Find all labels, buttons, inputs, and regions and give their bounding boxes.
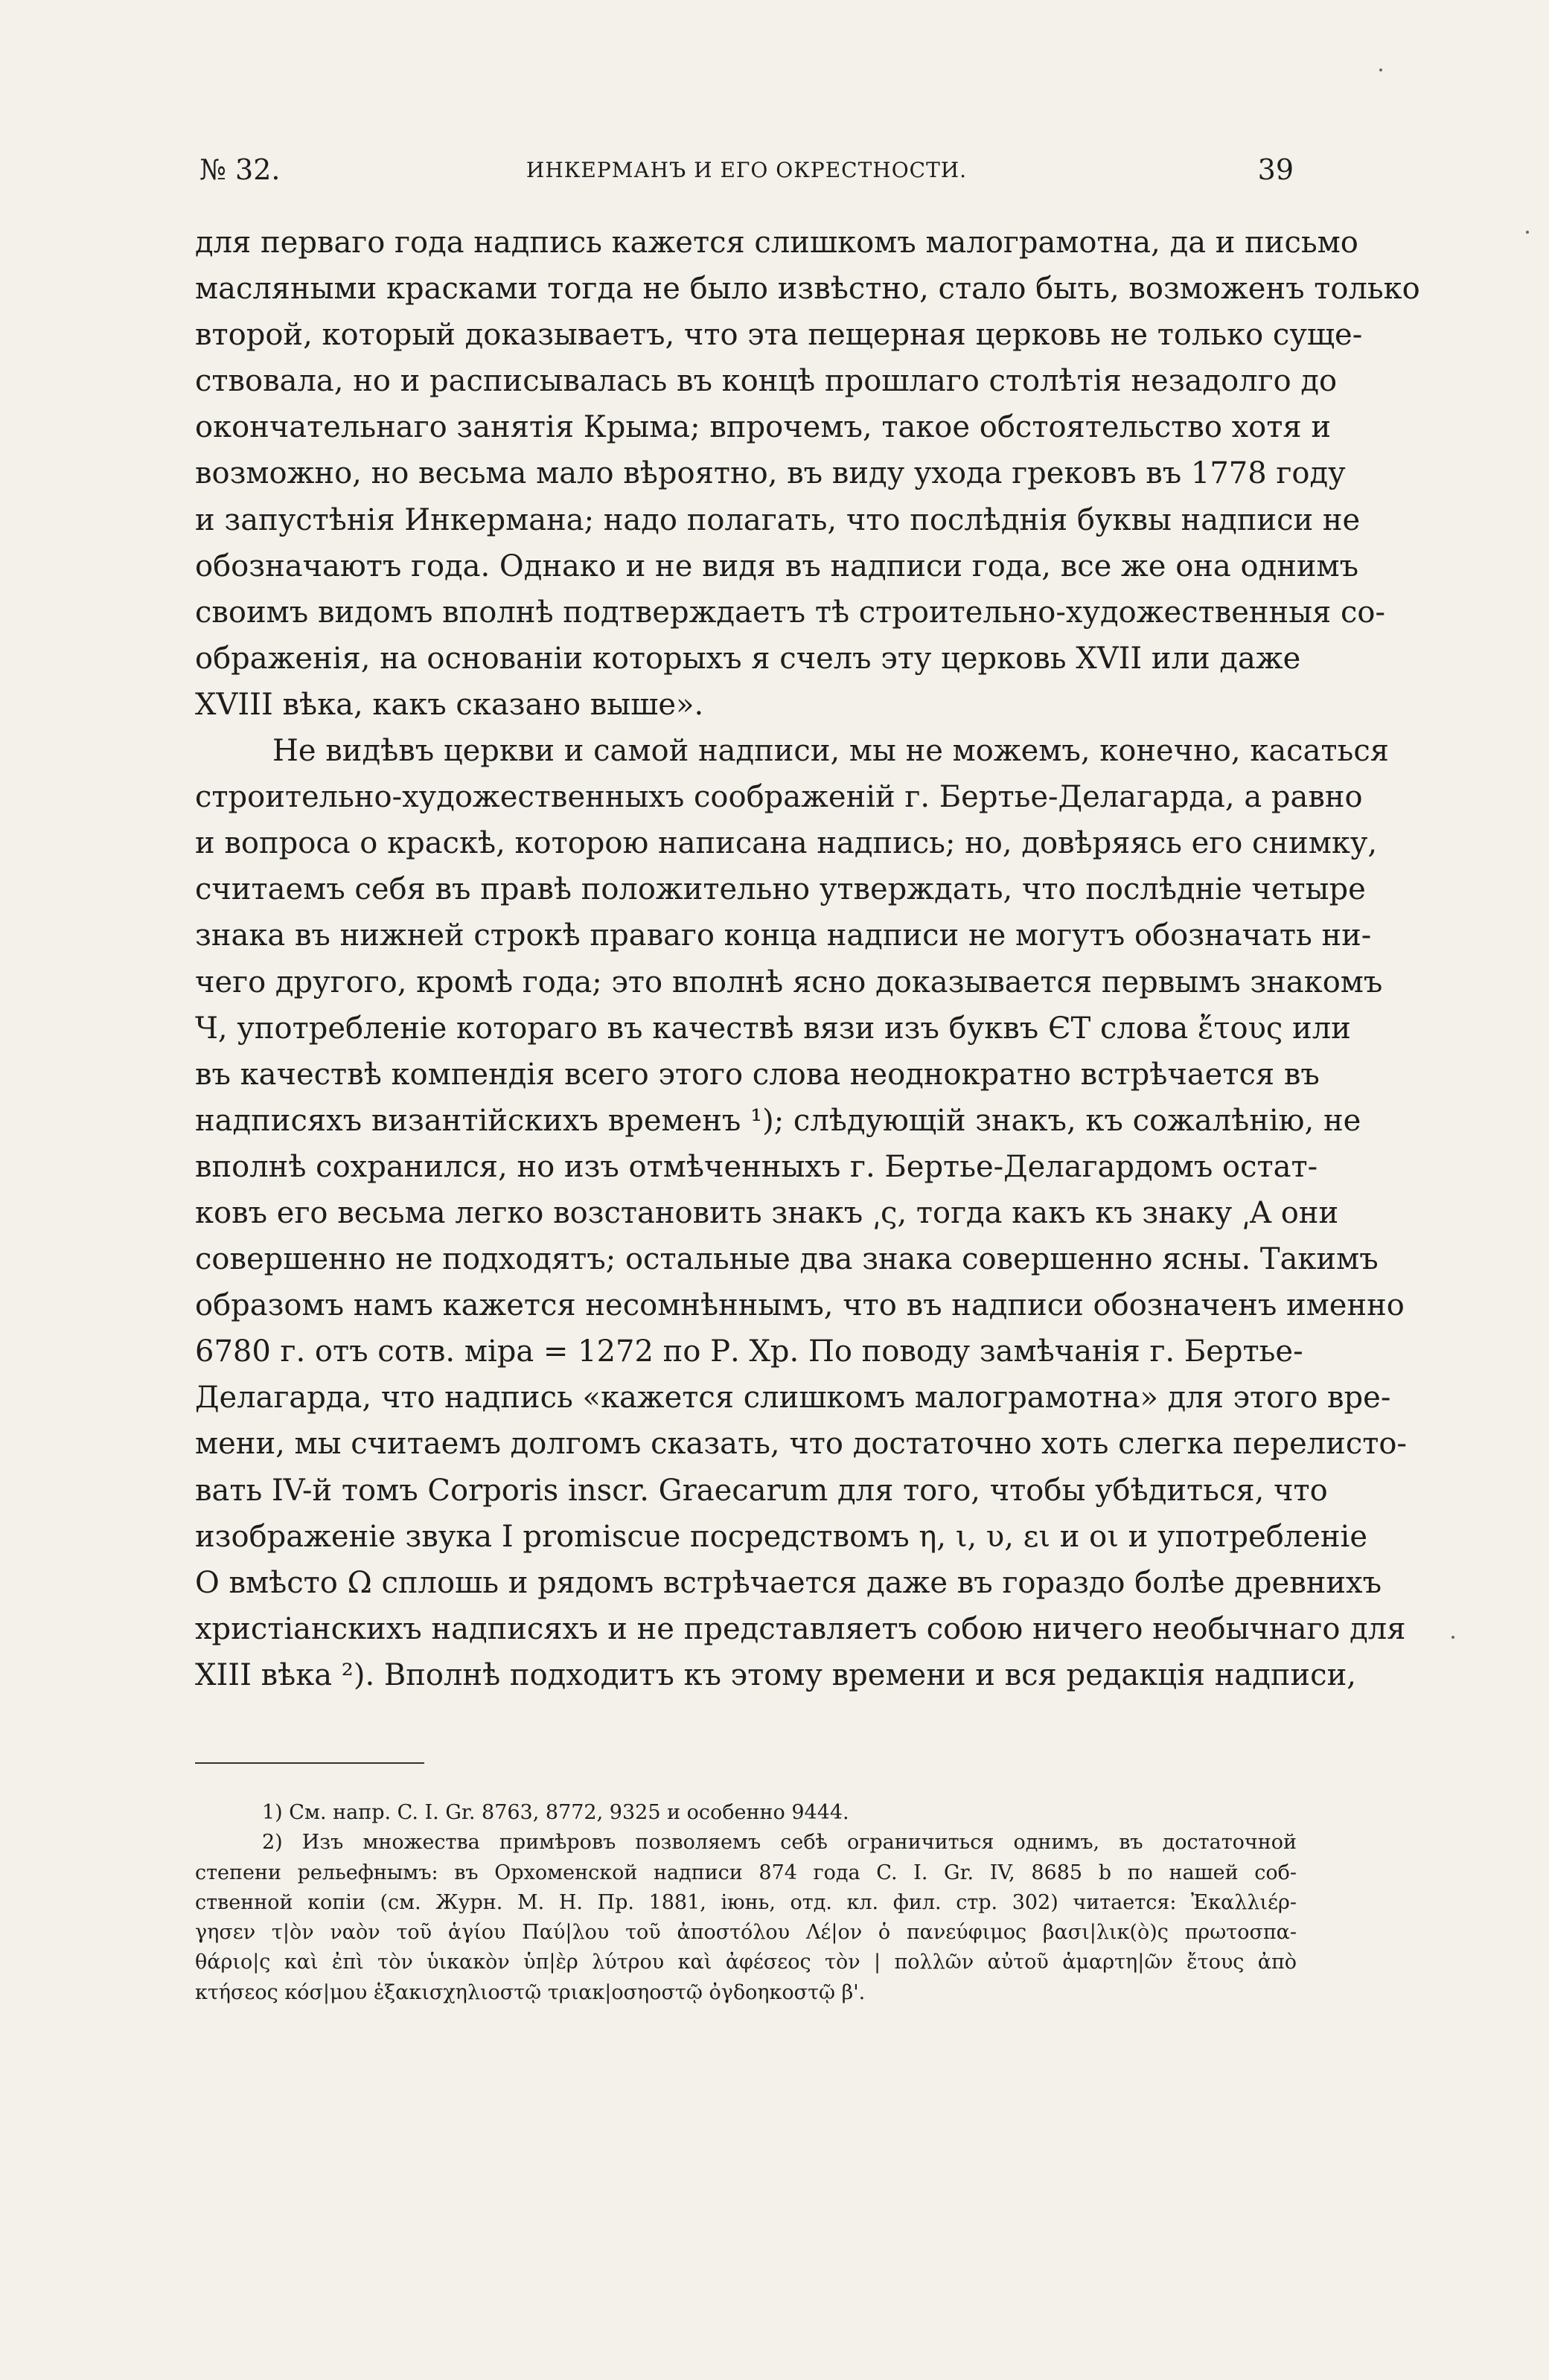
- text-line: ображенія, на основаніи которыхъ я счелъ эту церковь XVII или даже: [195, 641, 1301, 676]
- footnote-divider: [195, 1762, 424, 1764]
- text-line: и запустѣнія Инкермана; надо полагать, что послѣднія буквы надписи не: [195, 502, 1361, 537]
- text-line: О вмѣсто Ω сплошь и рядомъ встрѣчается даже въ гораздо болѣе древнихъ: [195, 1565, 1382, 1600]
- footnote-2-line: γησεν τ|ὸν ναὸν τοῦ ἁγίου Παύ|λου τοῦ ἀποστόλου Λέ|ον ὁ πανεύφιμος βασι|λικ(ὸ)ς πρωτοσπα-: [195, 1921, 1297, 1945]
- page-number: 39: [1257, 153, 1294, 186]
- text-line: вать IV-й томъ Corporis inscr. Graecarum для того, чтобы убѣдиться, что: [195, 1473, 1328, 1508]
- text-line: строительно-художественныхъ соображеній г. Бертье-Делагарда, а равно: [195, 780, 1363, 815]
- text-line: обозначаютъ года. Однако и не видя въ надписи года, все же она однимъ: [195, 548, 1359, 583]
- text-line: XVIII вѣка, какъ сказано выше».: [195, 687, 704, 722]
- text-line: чего другого, кромѣ года; это вполнѣ ясно доказывается первымъ знакомъ: [195, 965, 1383, 999]
- footnote-2-line: степени рельефнымъ: въ Орхоменской надписи 874 года C. I. Gr. IV, 8685 b по нашей соб-: [195, 1861, 1297, 1884]
- text-line: и вопроса о краскѣ, которою написана надпись; но, довѣряясь его снимку,: [195, 826, 1378, 861]
- footnote-2-line: κτήσεος κόσ|μου ἑξακισχηλιοστῷ τριακ|οσηοστῷ ὀγδοηκοστῷ β'.: [195, 1980, 866, 2004]
- text-line: въ качествѣ компендія всего этого слова неоднократно встрѣчается въ: [195, 1057, 1320, 1092]
- text-line: ковъ его весьма легко возстановить знакъ ͵ς, тогда какъ къ знаку ͵Α они: [195, 1195, 1339, 1230]
- text-line: образомъ намъ кажется несомнѣннымъ, что въ надписи обозначенъ именно: [195, 1288, 1405, 1323]
- running-title: ИНКЕРМАНЪ И ЕГО ОКРЕСТНОСТИ.: [526, 158, 968, 182]
- text-line: христіанскихъ надписяхъ и не представляетъ собою ничего необычнаго для: [195, 1611, 1406, 1646]
- paper-speck: [1379, 68, 1382, 71]
- text-line: мени, мы считаемъ долгомъ сказать, что достаточно хоть слегка перелисто-: [195, 1427, 1407, 1462]
- issue-number: № 32.: [199, 153, 281, 186]
- text-line: знака въ нижней строкѣ праваго конца надписи не могутъ обозначать ни-: [195, 918, 1372, 953]
- text-line: своимъ видомъ вполнѣ подтверждаетъ тѣ строительно-художественныя со-: [195, 595, 1386, 630]
- running-header: [199, 153, 1294, 198]
- text-line: вполнѣ сохранился, но изъ отмѣченныхъ г. Бертье-Делагардомъ остат-: [195, 1149, 1318, 1184]
- footnote-2-line: θάριο|ς καὶ ἐπὶ τὸν ὑικακὸν ὑπ|ὲρ λύτρου καὶ ἀφέσεος τὸν | πολλῶν αὐτοῦ ἁμαρτη|ῶν ἔτους ἀπὸ: [195, 1951, 1297, 1974]
- paper-speck: [1451, 1636, 1454, 1639]
- text-line: XIII вѣка ²). Вполнѣ подходитъ къ этому времени и вся редакція надписи,: [195, 1657, 1356, 1692]
- text-line: Ч, употребленіе котораго въ качествѣ вязи изъ буквъ ЄТ слова ἔτους или: [195, 1011, 1351, 1046]
- text-line: совершенно не подходятъ; остальные два знака совершенно ясны. Такимъ: [195, 1242, 1379, 1277]
- main-text: [195, 220, 1420, 1698]
- text-line: надписяхъ византійскихъ временъ ¹); слѣдующій знакъ, къ сожалѣнію, не: [195, 1103, 1361, 1138]
- text-line: считаемъ себя въ правѣ положительно утверждать, что послѣдніе четыре: [195, 872, 1366, 907]
- text-line: Делагарда, что надпись «кажется слишкомъ малограмотна» для этого вре-: [195, 1381, 1391, 1415]
- text-line: возможно, но весьма мало вѣроятно, въ виду ухода грековъ въ 1778 году: [195, 456, 1346, 491]
- text-line: изображеніе звука I promiscue посредствомъ η, ι, υ, ει и οι и употребленіе: [195, 1519, 1367, 1554]
- footnote-1: 1) См. напр. C. I. Gr. 8763, 8772, 9325 и особенно 9444.: [262, 1801, 849, 1824]
- text-line: для перваго года надпись кажется слишкомъ малограмотна, да и письмо: [195, 225, 1358, 260]
- footnote-2-line: 2) Изъ множества примѣровъ позволяемъ себѣ ограничиться однимъ, въ достаточной: [262, 1831, 1297, 1855]
- paper-speck: [1526, 231, 1529, 234]
- footnote-2-line: ственной копіи (см. Журн. М. Н. Пр. 1881, іюнь, отд. кл. фил. стр. 302) читается: Ἐκαλλιέρ-: [195, 1890, 1297, 1914]
- paragraph-start-line: Не видѣвъ церкви и самой надписи, мы не можемъ, конечно, касаться: [272, 734, 1389, 769]
- text-line: ствовала, но и расписывалась въ концѣ прошлаго столѣтія незадолго до: [195, 364, 1338, 399]
- text-line: окончательнаго занятія Крыма; впрочемъ, такое обстоятельство хотя и: [195, 410, 1331, 445]
- text-line: 6780 г. отъ сотв. міра = 1272 по Р. Хр. По поводу замѣчанія г. Бертье-: [195, 1334, 1303, 1369]
- text-line: масляными красками тогда не было извѣстно, стало быть, возможенъ только: [195, 272, 1420, 307]
- text-line: второй, который доказываетъ, что эта пещерная церковь не только суще-: [195, 318, 1363, 353]
